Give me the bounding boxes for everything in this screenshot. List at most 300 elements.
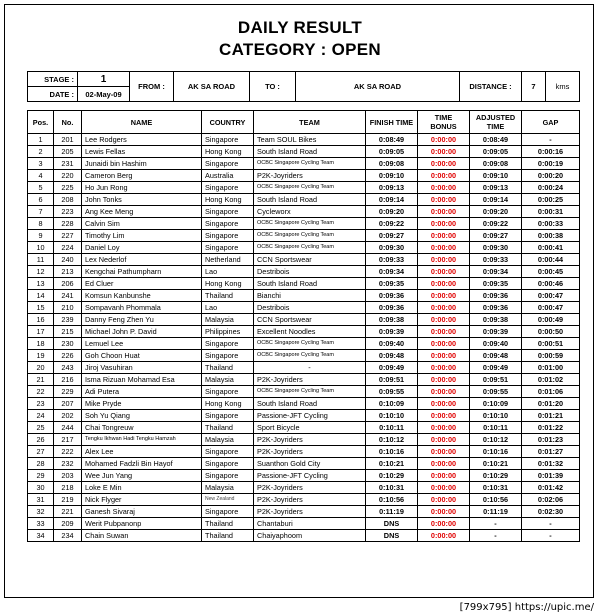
- cell-team: OCBC Singapore Cycling Team: [254, 230, 366, 242]
- table-row: [28, 194, 580, 206]
- cell-name: Ho Jun Rong: [82, 182, 202, 194]
- cell-team: OCBC Singapore Cycling Team: [254, 338, 366, 350]
- cell-country: Singapore: [202, 506, 254, 518]
- cell-name: Tengku Ikhwan Hadi Tengku Hamzah: [82, 434, 202, 446]
- stage-label: STAGE :: [28, 72, 78, 87]
- cell-adjusted-time: 0:11:19: [470, 506, 522, 518]
- cell-team: P2K-Joyriders: [254, 170, 366, 182]
- cell-adjusted-time: 0:10:31: [470, 482, 522, 494]
- cell-gap: 0:02:30: [522, 506, 580, 518]
- cell-adjusted-time: 0:09:48: [470, 350, 522, 362]
- table-row: [28, 218, 580, 230]
- table-row: [28, 398, 580, 410]
- cell-gap: 0:00:44: [522, 254, 580, 266]
- cell-country: Singapore: [202, 182, 254, 194]
- cell-finish-time: 0:08:49: [366, 134, 418, 146]
- cell-gap: 0:00:20: [522, 170, 580, 182]
- cell-team: Team SOUL Bikes: [254, 134, 366, 146]
- cell-country: Singapore: [202, 350, 254, 362]
- column-header-adjusted-time: ADJUSTED TIME: [470, 111, 522, 134]
- cell-pos: 8: [28, 218, 54, 230]
- cell-no: 227: [54, 230, 82, 242]
- cell-gap: -: [522, 134, 580, 146]
- cell-adjusted-time: 0:09:10: [470, 170, 522, 182]
- cell-name: Werit Pubpanonp: [82, 518, 202, 530]
- cell-country: Singapore: [202, 470, 254, 482]
- cell-country: Singapore: [202, 242, 254, 254]
- column-header-finish-time: FINISH TIME: [366, 111, 418, 134]
- cell-adjusted-time: 0:09:34: [470, 266, 522, 278]
- cell-country: Malaysia: [202, 434, 254, 446]
- cell-gap: -: [522, 518, 580, 530]
- results-table: [27, 110, 580, 542]
- cell-team: P2K-Joyriders: [254, 446, 366, 458]
- cell-country: Australia: [202, 170, 254, 182]
- cell-adjusted-time: 0:09:13: [470, 182, 522, 194]
- cell-no: 228: [54, 218, 82, 230]
- distance-label: DISTANCE :: [460, 72, 522, 102]
- cell-pos: 16: [28, 314, 54, 326]
- cell-country: New Zealand: [202, 494, 254, 506]
- cell-no: 210: [54, 302, 82, 314]
- cell-name: Kengchai Pathumpharn: [82, 266, 202, 278]
- table-row: [28, 326, 580, 338]
- cell-team: Passione-JFT Cycling: [254, 470, 366, 482]
- cell-name: Lex Nederlof: [82, 254, 202, 266]
- cell-country: Singapore: [202, 206, 254, 218]
- table-row: [28, 530, 580, 542]
- cell-pos: 3: [28, 158, 54, 170]
- cell-gap: 0:00:19: [522, 158, 580, 170]
- table-row: [28, 314, 580, 326]
- cell-country: Hong Kong: [202, 278, 254, 290]
- cell-name: Sompavanh Phommala: [82, 302, 202, 314]
- cell-finish-time: 0:09:40: [366, 338, 418, 350]
- cell-time-bonus: 0:00:00: [418, 146, 470, 158]
- cell-time-bonus: 0:00:00: [418, 518, 470, 530]
- cell-country: Philippines: [202, 326, 254, 338]
- cell-no: 207: [54, 398, 82, 410]
- cell-pos: 17: [28, 326, 54, 338]
- cell-country: Singapore: [202, 386, 254, 398]
- cell-pos: 15: [28, 302, 54, 314]
- cell-name: Lee Rodgers: [82, 134, 202, 146]
- table-row: [28, 290, 580, 302]
- cell-no: 216: [54, 374, 82, 386]
- cell-finish-time: 0:09:39: [366, 326, 418, 338]
- cell-pos: 28: [28, 458, 54, 470]
- column-header-gap: GAP: [522, 111, 580, 134]
- cell-adjusted-time: 0:09:55: [470, 386, 522, 398]
- cell-team: OCBC Singapore Cycling Team: [254, 182, 366, 194]
- cell-no: 231: [54, 158, 82, 170]
- cell-time-bonus: 0:00:00: [418, 494, 470, 506]
- cell-country: Hong Kong: [202, 146, 254, 158]
- cell-no: 208: [54, 194, 82, 206]
- cell-name: Goh Choon Huat: [82, 350, 202, 362]
- cell-finish-time: DNS: [366, 530, 418, 542]
- cell-adjusted-time: 0:09:33: [470, 254, 522, 266]
- cell-time-bonus: 0:00:00: [418, 206, 470, 218]
- cell-adjusted-time: 0:09:36: [470, 290, 522, 302]
- cell-pos: 32: [28, 506, 54, 518]
- table-row: [28, 170, 580, 182]
- cell-no: 234: [54, 530, 82, 542]
- column-header-team: TEAM: [254, 111, 366, 134]
- cell-pos: 21: [28, 374, 54, 386]
- cell-no: 202: [54, 410, 82, 422]
- watermark: [799x795] https://upic.me/: [459, 602, 594, 613]
- cell-adjusted-time: 0:09:20: [470, 206, 522, 218]
- cell-finish-time: 0:09:55: [366, 386, 418, 398]
- cell-country: Thailand: [202, 518, 254, 530]
- cell-adjusted-time: 0:08:49: [470, 134, 522, 146]
- cell-adjusted-time: 0:09:30: [470, 242, 522, 254]
- cell-country: Singapore: [202, 446, 254, 458]
- cell-no: 226: [54, 350, 82, 362]
- cell-finish-time: 0:10:21: [366, 458, 418, 470]
- table-row: [28, 338, 580, 350]
- cell-pos: 30: [28, 482, 54, 494]
- cell-time-bonus: 0:00:00: [418, 314, 470, 326]
- cell-team: Destribois: [254, 302, 366, 314]
- cell-gap: 0:00:45: [522, 266, 580, 278]
- cell-name: Nick Flyger: [82, 494, 202, 506]
- cell-country: Singapore: [202, 218, 254, 230]
- cell-country: Lao: [202, 302, 254, 314]
- cell-team: P2K-Joyriders: [254, 374, 366, 386]
- cell-finish-time: 0:09:34: [366, 266, 418, 278]
- table-row: [28, 434, 580, 446]
- cell-time-bonus: 0:00:00: [418, 458, 470, 470]
- cell-adjusted-time: 0:09:35: [470, 278, 522, 290]
- cell-pos: 19: [28, 350, 54, 362]
- cell-finish-time: 0:10:11: [366, 422, 418, 434]
- cell-no: 215: [54, 326, 82, 338]
- cell-time-bonus: 0:00:00: [418, 182, 470, 194]
- cell-name: Mohamed Fadzli Bin Hayof: [82, 458, 202, 470]
- cell-team: Destribois: [254, 266, 366, 278]
- cell-finish-time: 0:09:51: [366, 374, 418, 386]
- cell-pos: 18: [28, 338, 54, 350]
- table-row: [28, 374, 580, 386]
- cell-finish-time: 0:09:05: [366, 146, 418, 158]
- page-title: DAILY RESULT: [237, 18, 363, 37]
- cell-team: OCBC Singapore Cycling Team: [254, 386, 366, 398]
- table-row: [28, 470, 580, 482]
- cell-country: Lao: [202, 266, 254, 278]
- cell-adjusted-time: 0:10:10: [470, 410, 522, 422]
- cell-time-bonus: 0:00:00: [418, 134, 470, 146]
- cell-country: Thailand: [202, 530, 254, 542]
- cell-country: Singapore: [202, 410, 254, 422]
- cell-pos: 20: [28, 362, 54, 374]
- cell-adjusted-time: 0:09:51: [470, 374, 522, 386]
- cell-name: Cameron Berg: [82, 170, 202, 182]
- cell-adjusted-time: 0:09:38: [470, 314, 522, 326]
- cell-time-bonus: 0:00:00: [418, 194, 470, 206]
- cell-team: OCBC Singapore Cycling Team: [254, 242, 366, 254]
- cell-name: Lemuel Lee: [82, 338, 202, 350]
- cell-name: Junaidi bin Hashim: [82, 158, 202, 170]
- table-row: [28, 410, 580, 422]
- cell-pos: 22: [28, 386, 54, 398]
- cell-adjusted-time: 0:10:29: [470, 470, 522, 482]
- cell-team: Sport Bicycle: [254, 422, 366, 434]
- cell-time-bonus: 0:00:00: [418, 470, 470, 482]
- table-row: [28, 278, 580, 290]
- cell-time-bonus: 0:00:00: [418, 242, 470, 254]
- cell-finish-time: 0:10:12: [366, 434, 418, 446]
- table-row: [28, 230, 580, 242]
- cell-no: 206: [54, 278, 82, 290]
- cell-no: 244: [54, 422, 82, 434]
- cell-time-bonus: 0:00:00: [418, 446, 470, 458]
- cell-gap: -: [522, 530, 580, 542]
- cell-time-bonus: 0:00:00: [418, 218, 470, 230]
- cell-pos: 6: [28, 194, 54, 206]
- cell-pos: 24: [28, 410, 54, 422]
- cell-finish-time: 0:10:10: [366, 410, 418, 422]
- table-row: [28, 182, 580, 194]
- cell-country: Singapore: [202, 134, 254, 146]
- cell-time-bonus: 0:00:00: [418, 422, 470, 434]
- table-row: [28, 518, 580, 530]
- cell-time-bonus: 0:00:00: [418, 398, 470, 410]
- cell-team: Suanthon Gold City: [254, 458, 366, 470]
- cell-pos: 5: [28, 182, 54, 194]
- cell-gap: 0:01:23: [522, 434, 580, 446]
- cell-time-bonus: 0:00:00: [418, 362, 470, 374]
- cell-time-bonus: 0:00:00: [418, 506, 470, 518]
- cell-gap: 0:01:27: [522, 446, 580, 458]
- cell-adjusted-time: 0:10:12: [470, 434, 522, 446]
- cell-country: Thailand: [202, 290, 254, 302]
- cell-name: Lewis Fellas: [82, 146, 202, 158]
- column-header-pos: Pos.: [28, 111, 54, 134]
- column-header-time-bonus: TIME BONUS: [418, 111, 470, 134]
- table-row: [28, 446, 580, 458]
- cell-team: Bianchi: [254, 290, 366, 302]
- cell-no: 218: [54, 482, 82, 494]
- cell-finish-time: 0:10:56: [366, 494, 418, 506]
- cell-adjusted-time: 0:10:16: [470, 446, 522, 458]
- table-row: [28, 482, 580, 494]
- cell-no: 213: [54, 266, 82, 278]
- cell-finish-time: 0:11:19: [366, 506, 418, 518]
- cell-country: Thailand: [202, 422, 254, 434]
- table-row: [28, 266, 580, 278]
- column-header-no: No.: [54, 111, 82, 134]
- from-label: FROM :: [130, 72, 174, 102]
- cell-time-bonus: 0:00:00: [418, 338, 470, 350]
- cell-gap: 0:01:39: [522, 470, 580, 482]
- cell-time-bonus: 0:00:00: [418, 254, 470, 266]
- cell-pos: 13: [28, 278, 54, 290]
- cell-pos: 34: [28, 530, 54, 542]
- cell-finish-time: 0:09:10: [366, 170, 418, 182]
- cell-gap: 0:01:20: [522, 398, 580, 410]
- cell-adjusted-time: 0:09:14: [470, 194, 522, 206]
- cell-pos: 26: [28, 434, 54, 446]
- table-row: [28, 254, 580, 266]
- to-label: TO :: [250, 72, 296, 102]
- cell-no: 239: [54, 314, 82, 326]
- cell-name: Chain Suwan: [82, 530, 202, 542]
- cell-finish-time: 0:09:49: [366, 362, 418, 374]
- cell-team: -: [254, 362, 366, 374]
- table-row: [28, 134, 580, 146]
- cell-name: Mike Pryde: [82, 398, 202, 410]
- cell-gap: 0:00:50: [522, 326, 580, 338]
- cell-name: Michael John P. David: [82, 326, 202, 338]
- cell-team: South Island Road: [254, 146, 366, 158]
- cell-finish-time: 0:10:09: [366, 398, 418, 410]
- cell-country: Hong Kong: [202, 398, 254, 410]
- cell-pos: 9: [28, 230, 54, 242]
- cell-gap: 0:01:22: [522, 422, 580, 434]
- cell-time-bonus: 0:00:00: [418, 290, 470, 302]
- cell-adjusted-time: 0:10:21: [470, 458, 522, 470]
- page-subtitle: CATEGORY : OPEN: [219, 40, 381, 59]
- cell-finish-time: 0:09:14: [366, 194, 418, 206]
- cell-time-bonus: 0:00:00: [418, 158, 470, 170]
- cell-no: 209: [54, 518, 82, 530]
- cell-name: John Tonks: [82, 194, 202, 206]
- cell-gap: 0:01:32: [522, 458, 580, 470]
- cell-adjusted-time: 0:09:39: [470, 326, 522, 338]
- cell-name: Chai Tongreuw: [82, 422, 202, 434]
- cell-no: 240: [54, 254, 82, 266]
- cell-no: 219: [54, 494, 82, 506]
- cell-time-bonus: 0:00:00: [418, 374, 470, 386]
- cell-name: Calvin Sim: [82, 218, 202, 230]
- cell-adjusted-time: 0:09:27: [470, 230, 522, 242]
- cell-time-bonus: 0:00:00: [418, 410, 470, 422]
- cell-pos: 23: [28, 398, 54, 410]
- cell-time-bonus: 0:00:00: [418, 350, 470, 362]
- cell-no: 243: [54, 362, 82, 374]
- stage-value: 1: [78, 72, 130, 87]
- cell-country: Malaysia: [202, 374, 254, 386]
- cell-gap: 0:00:47: [522, 302, 580, 314]
- cell-finish-time: 0:10:29: [366, 470, 418, 482]
- cell-finish-time: 0:09:36: [366, 302, 418, 314]
- cell-gap: 0:01:21: [522, 410, 580, 422]
- table-row: [28, 158, 580, 170]
- cell-no: 224: [54, 242, 82, 254]
- cell-pos: 4: [28, 170, 54, 182]
- cell-team: Cycleworx: [254, 206, 366, 218]
- cell-country: Singapore: [202, 230, 254, 242]
- cell-pos: 29: [28, 470, 54, 482]
- table-row: [28, 206, 580, 218]
- cell-finish-time: 0:09:08: [366, 158, 418, 170]
- cell-no: 203: [54, 470, 82, 482]
- cell-time-bonus: 0:00:00: [418, 170, 470, 182]
- table-row: [28, 422, 580, 434]
- table-row: [28, 302, 580, 314]
- cell-team: OCBC Singapore Cycling Team: [254, 350, 366, 362]
- cell-pos: 2: [28, 146, 54, 158]
- table-row: [28, 350, 580, 362]
- cell-name: Isma Rizuan Mohamad Esa: [82, 374, 202, 386]
- cell-name: Jiroj Vasuhiran: [82, 362, 202, 374]
- results-header-row: [28, 111, 580, 134]
- cell-gap: 0:00:25: [522, 194, 580, 206]
- cell-team: P2K-Joyriders: [254, 494, 366, 506]
- cell-finish-time: DNS: [366, 518, 418, 530]
- cell-name: Soh Yu Qiang: [82, 410, 202, 422]
- to-value: AK SA ROAD: [296, 72, 460, 102]
- table-row: [28, 458, 580, 470]
- cell-country: Singapore: [202, 158, 254, 170]
- cell-time-bonus: 0:00:00: [418, 266, 470, 278]
- column-header-country: COUNTRY: [202, 111, 254, 134]
- cell-pos: 12: [28, 266, 54, 278]
- cell-country: Thailand: [202, 362, 254, 374]
- cell-team: South Island Road: [254, 398, 366, 410]
- cell-no: 229: [54, 386, 82, 398]
- cell-gap: 0:00:24: [522, 182, 580, 194]
- cell-country: Hong Kong: [202, 194, 254, 206]
- cell-time-bonus: 0:00:00: [418, 278, 470, 290]
- cell-gap: 0:00:49: [522, 314, 580, 326]
- cell-time-bonus: 0:00:00: [418, 530, 470, 542]
- cell-adjusted-time: 0:10:56: [470, 494, 522, 506]
- results-body: [28, 134, 580, 542]
- cell-adjusted-time: 0:10:09: [470, 398, 522, 410]
- cell-adjusted-time: 0:10:11: [470, 422, 522, 434]
- cell-time-bonus: 0:00:00: [418, 434, 470, 446]
- cell-team: South Island Road: [254, 194, 366, 206]
- cell-no: 201: [54, 134, 82, 146]
- cell-team: Chantaburi: [254, 518, 366, 530]
- cell-adjusted-time: 0:09:49: [470, 362, 522, 374]
- cell-finish-time: 0:10:31: [366, 482, 418, 494]
- cell-finish-time: 0:09:38: [366, 314, 418, 326]
- cell-finish-time: 0:09:30: [366, 242, 418, 254]
- cell-team: Chaiyaphoom: [254, 530, 366, 542]
- cell-team: OCBC Singapore Cycling Team: [254, 158, 366, 170]
- cell-team: Excellent Noodles: [254, 326, 366, 338]
- cell-pos: 25: [28, 422, 54, 434]
- table-row: [28, 506, 580, 518]
- cell-gap: 0:00:41: [522, 242, 580, 254]
- cell-finish-time: 0:09:20: [366, 206, 418, 218]
- cell-gap: 0:00:59: [522, 350, 580, 362]
- cell-no: 232: [54, 458, 82, 470]
- cell-adjusted-time: 0:09:36: [470, 302, 522, 314]
- cell-team: P2K-Joyriders: [254, 482, 366, 494]
- cell-finish-time: 0:09:35: [366, 278, 418, 290]
- table-row: [28, 494, 580, 506]
- cell-gap: 0:00:16: [522, 146, 580, 158]
- stage-info-table: [27, 71, 580, 102]
- cell-finish-time: 0:09:13: [366, 182, 418, 194]
- cell-gap: 0:01:02: [522, 374, 580, 386]
- cell-adjusted-time: 0:09:22: [470, 218, 522, 230]
- cell-finish-time: 0:09:36: [366, 290, 418, 302]
- cell-name: Ganesh Sivaraj: [82, 506, 202, 518]
- cell-country: Netherland: [202, 254, 254, 266]
- cell-no: 225: [54, 182, 82, 194]
- cell-no: 241: [54, 290, 82, 302]
- distance-value: 7: [522, 72, 546, 102]
- cell-time-bonus: 0:00:00: [418, 230, 470, 242]
- cell-finish-time: 0:09:22: [366, 218, 418, 230]
- cell-time-bonus: 0:00:00: [418, 302, 470, 314]
